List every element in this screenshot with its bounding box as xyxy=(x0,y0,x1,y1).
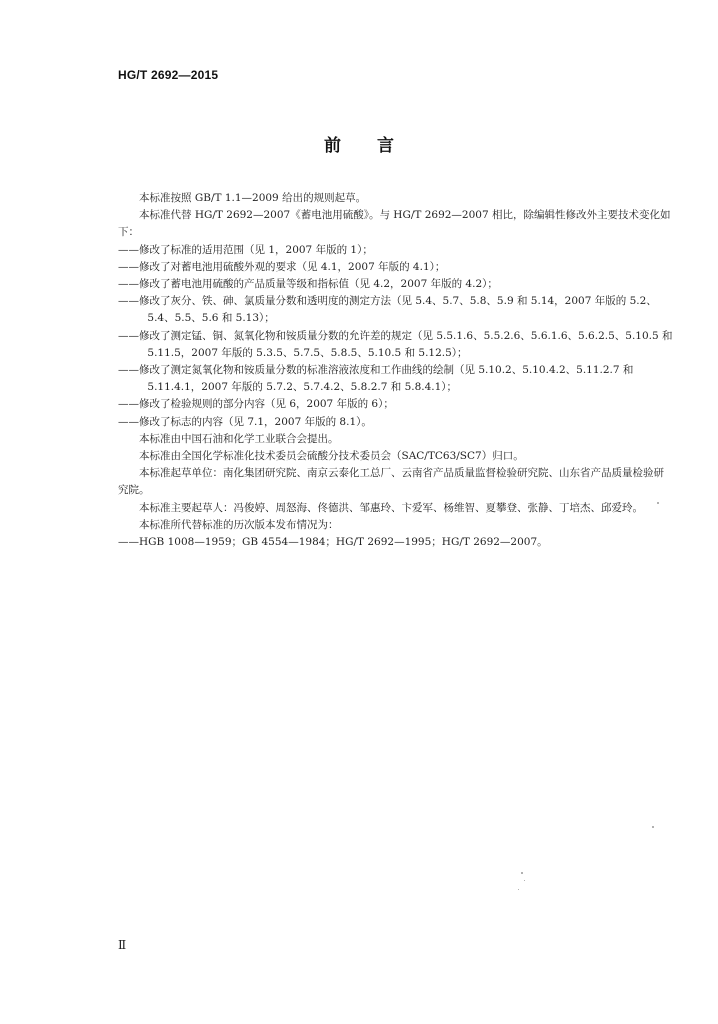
scan-speck xyxy=(524,880,525,881)
paragraph: 本标准由中国石油和化学工业联合会提出。 xyxy=(139,432,339,445)
list-item: ——修改了对蓄电池用硫酸外观的要求（见 4.1，2007 年版的 4.1）； xyxy=(118,260,446,273)
scan-speck xyxy=(521,872,523,874)
scan-speck xyxy=(657,502,659,504)
paragraph: 本标准所代替标准的历次版本发布情况为： xyxy=(139,518,339,531)
page-number: Ⅱ xyxy=(118,938,127,952)
page-title xyxy=(0,131,718,156)
list-item: ——修改了标准的适用范围（见 1，2007 年版的 1）； xyxy=(118,243,373,256)
foreword-body xyxy=(118,190,674,551)
list-item: ——修改了测定氮氧化物和铵质量分数的标准溶液浓度和工作曲线的绘制（见 5.10.2、5.10.4.2、5.11.2.7 和 5.11.4.1，2007 年版的 5.7.2、5.7.4.2、5.8.2.7 和 5.8.4.1）； xyxy=(118,364,634,394)
list-item: ——修改了灰分、铁、砷、氯质量分数和透明度的测定方法（见 5.4、5.7、5.8、5.9 和 5.14，2007 年版的 5.2、5.4、5.5、5.6 和 5.13）； xyxy=(118,295,657,325)
title-char-2: 言 xyxy=(377,136,394,156)
list-item: ——修改了蓄电池用硫酸的产品质量等级和指标值（见 4.2，2007 年版的 4.2）； xyxy=(118,278,498,291)
scan-speck xyxy=(652,826,654,828)
paragraph: 本标准按照 GB/T 1.1—2009 给出的规则起草。 xyxy=(139,192,367,204)
list-item: ——修改了标志的内容（见 7.1，2007 年版的 8.1）。 xyxy=(118,415,372,428)
list-item: ——修改了测定锰、铜、氮氧化物和铵质量分数的允许差的规定（见 5.5.1.6、5.5.2.6、5.6.1.6、5.6.2.5、5.10.5 和 5.11.5，2007 年版的 5.3.5、5.7.5、5.8.5、5.10.5 和 5.12.5）； xyxy=(118,329,673,359)
paragraph: 本标准起草单位：南化集团研究院、南京云泰化工总厂、云南省产品质量监督检验研究院、山东省产品质量检验研究院。 xyxy=(118,467,664,497)
scan-speck xyxy=(518,889,519,890)
list-item: ——HGB 1008—1959；GB 4554—1984；HG/T 2692—1995；HG/T 2692—2007。 xyxy=(118,536,548,549)
paragraph: 本标准主要起草人：冯俊婷、周怒海、佟德洪、邹惠玲、卞爱军、杨维智、夏攀登、张静、丁培杰、邱爱玲。 xyxy=(139,501,643,514)
paragraph: 本标准代替 HG/T 2692—2007《蓄电池用硫酸》。与 HG/T 2692—2007 相比，除编辑性修改外主要技术变化如下： xyxy=(118,209,671,239)
title-char-1: 前 xyxy=(324,136,341,156)
document-code: HG/T 2692—2015 xyxy=(118,68,219,82)
paragraph: 本标准由全国化学标准化技术委员会硫酸分技术委员会（SAC/TC63/SC7）归口。 xyxy=(139,450,524,463)
list-item: ——修改了检验规则的部分内容（见 6，2007 年版的 6）； xyxy=(118,398,394,411)
